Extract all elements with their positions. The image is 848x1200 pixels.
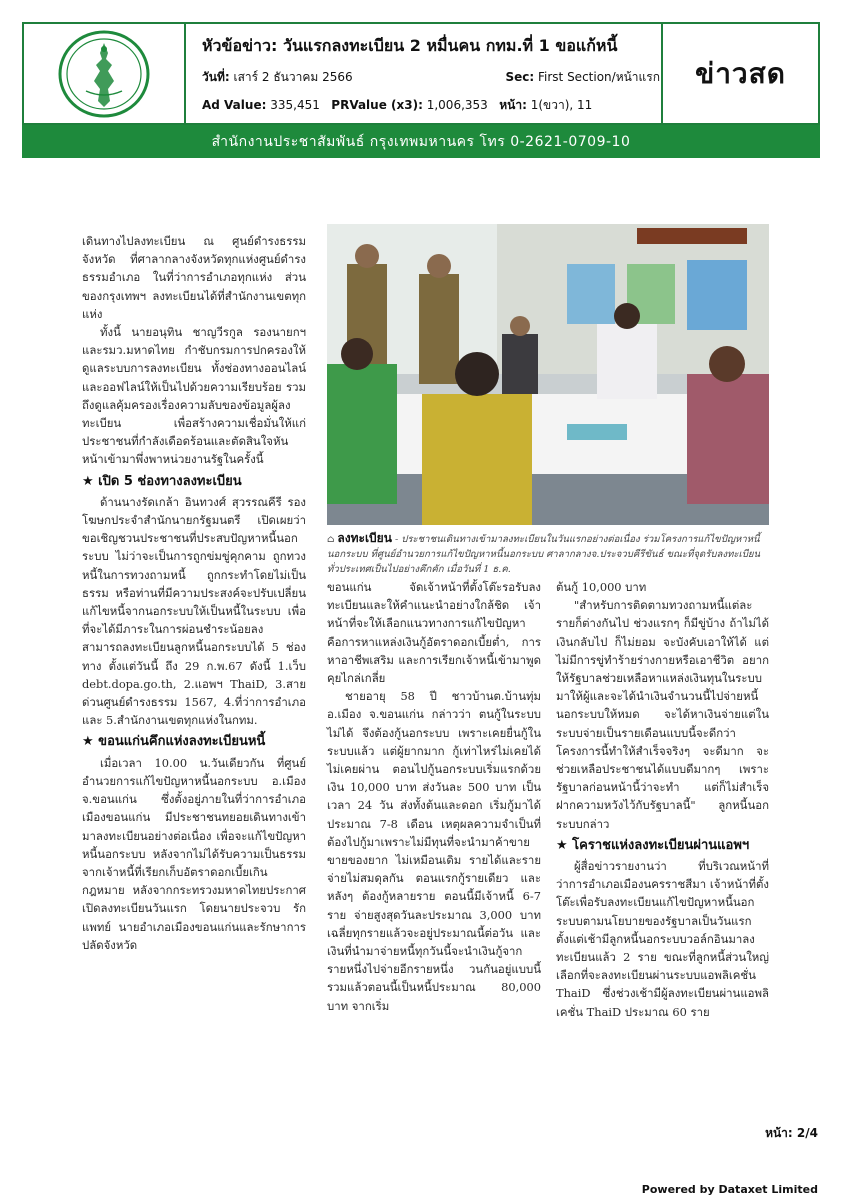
page-number-label: หน้า: — [765, 1126, 793, 1140]
pr-value: 1,006,353 — [426, 98, 488, 112]
caption-text: - ประชาชนเดินทางเข้ามาลงทะเบียนในวันแรกอย่างต่อเนื่อง ร่วมโครงการแก้ไขปัญหาหนี้นอกระบบ ที่ศูนย์อำนวยการแก้ไขปัญหาหนี้นอกระบบ ศาลากลางจ.ประจวบคีรีขันธ์ ขณะที่จุดรับลงทะเบียนทั่วประเทศเป็นไปอย่างคึกคัก เมื่อวันที่ 1 ธ.ค. — [327, 534, 761, 575]
page-label: หน้า: — [499, 98, 527, 112]
date-value: เสาร์ 2 ธันวาคม 2566 — [233, 70, 353, 84]
headline — [202, 34, 617, 59]
newspaper-name: ข่าวสด — [695, 56, 786, 90]
page-number — [765, 1124, 818, 1143]
clipping-info — [186, 24, 666, 123]
paragraph: ชายอายุ 58 ปี ชาวบ้านต.บ้านทุ่ม อ.เมือง จ.ขอนแก่น กล่าวว่า ตนกู้ในระบบไม่ได้ จึงต้องกู้นอกระบบ เพราะเคยยื่นกู้ในระบบแล้ว แต่ผู้ยากมาก กู้เท่าไหร่ไม่เคยได้ ไม่เคยผ่าน ตอนไปกู้นอกระบบเริ่มแรกด้วยเงิน 10,000 บาท ส่งวันละ 500 บาท เป็นเวลา 24 วัน ส่งทั้งต้นและดอก เริ่มกู้มาได้ประมาณ 7-8 เดือน เหตุผลความจำเป็นที่ต้องไปกู้มาเพราะไม่มีทุนที่จะนำมาค้าขาย ขายของยาก ไม่เหมือนเดิม รายได้และรายจ่ายไม่สมดุลกัน ตอนแรกกู้รายเดียว และหลังๆ ต้องกู้หลายราย ตอนนี้มีเจ้าหนี้ 6-7 ราย จ่ายสูงสุดวันละประมาณ 3,000 บาท เฉลี่ยทุกรายแล้วจะอยู่ประมาณนี้ต่อวัน และเงินที่นำมาจ่ายหนี้ทุกวันนี้จะนำเงินกู้จากรายหนึ่งไปจ่ายอีกรายหนึ่ง วนกันอยู่แบบนี้ รวมแล้วตอนนี้เป็นหนี้ประมาณ 80,000 บาท จากเริ่ม — [327, 689, 541, 1013]
ad-value-line — [202, 96, 592, 115]
paragraph: เมื่อเวลา 10.00 น.วันเดียวกัน ที่ศูนย์อำนวยการแก้ไขปัญหาหนี้นอกระบบ อ.เมือง จ.ขอนแก่น ซึ่งตั้งอยู่ภายในที่ว่าการอำเภอเมืองขอนแก่น มีประชาชนทยอยเดินทางเข้ามาลงทะเบียนอย่างต่อเนื่อง เพื่อจะแก้ไขปัญหาหนี้นอกระบบ หลังจากไม่ได้รับความเป็นธรรมจากเจ้าหนี้ที่เรียกเก็บอัตราดอกเบี้ยเกินกฎหมาย หลังจากกระทรวงมหาดไทยประกาศเปิดลงทะเบียนวันแรก โดยนายประจวบ รักแพทย์ นายอำเภอเมืองขอนแก่นและรักษาการปลัดจังหวัด — [82, 755, 306, 952]
caption-title: ลงทะเบียน — [337, 531, 392, 545]
paragraph: "สำหรับการติดตามทวงถามหนี้แต่ละรายก็ต่างกันไป ช่วงแรกๆ ก็มีขู่บ้าง ถ้าไม่ได้เงินกลับไป ก็ไม่ยอม จะบังคับเอาให้ได้ แต่ไม่มีการขู่ทำร้ายร่างกายหรือเอาชีวิต อยากให้รัฐบาลช่วยเหลือหาแหล่งเงินทุนในระบบมาให้ผู้และจะได้นำเงินจำนวนนี้ไปจ่ายหนี้นอกระบบให้หมด จะได้หาเงินจ่ายแต่ในระบบจ่ายเป็นรายเดือนแบบนี้จะดีกว่า โครงการนี้ทำให้สำเร็จจริงๆ จะดีมาก จะช่วยเหลือประชาชนได้แบบดีมากๆ เพราะรัฐบาลก่อนหน้านี้ว่าจะทำ แต่ก็ไม่สำเร็จ ฝากความหวังไว้กับรัฐบาลนี้" ลูกหนี้นอกระบบกล่าว — [556, 598, 769, 831]
clipping-header — [22, 22, 820, 125]
paragraph: ด้านนางรัดเกล้า อินทวงศ์ สุวรรณคีรี รองโฆษกประจำสำนักนายกรัฐมนตรี เปิดเผยว่าขอเชิญชวนประชาชนที่ประสบปัญหาหนี้นอกระบบ ไม่ว่าจะเป็นการถูกข่มขู่คุกคาม ถูกทวงหนี้ในการทวงถามหนี้ ถูกกระทำโดยไม่เป็นธรรม หรือท่านที่มีความประสงค์จะปรับเปลี่ยนแก้ไขหนี้จากนอกระบบให้เป็นหนี้ในระบบ เพื่อที่จะได้มีภาระในการผ่อนชำระน้อยลง สามารถลงทะเบียนลูกหนี้นอกระบบได้ 5 ช่องทาง ตั้งแต่วันนี้ ถึง 29 ก.พ.67 ดังนี้ 1.เว็บ debt.dopa.go.th, 2.แอพฯ ThaiD, 3.สายด่วนศูนย์ดำรงธรรม 1567, 4.ที่ว่าการอำเภอ และ 5.สำนักงานเขตทุกแห่งในกทม. — [82, 494, 306, 728]
news-photo — [327, 224, 769, 525]
ad-value: 335,451 — [270, 98, 320, 112]
newspaper-cell — [661, 24, 818, 123]
ad-value-label: Ad Value: — [202, 98, 267, 112]
section-line — [505, 68, 660, 87]
bangkok-seal-logo — [56, 29, 152, 119]
paragraph: ผู้สื่อข่าวรายงานว่า ที่บริเวณหน้าที่ว่าการอำเภอเมืองนครราชสีมา เจ้าหน้าที่ตั้งโต๊ะเพื่อรับลงทะเบียนแก้ไขปัญหาหนี้นอกระบบตามนโยบายของรัฐบาลเป็นวันแรก ตั้งแต่เช้ามีลูกหนี้นอกระบบวอล์กอินมาลงทะเบียนแล้ว 2 ราย ขณะที่ลูกหนี้ส่วนใหญ่เลือกที่จะลงทะเบียนผ่านระบบแอพลิเคชั่น ThaiD ซึ่งช่วงเช้ามีผู้ลงทะเบียนผ่านแอพลิเคชั่น ThaiD ประมาณ 60 ราย — [556, 859, 769, 1019]
paragraph: ขอนแก่น จัดเจ้าหน้าที่ตั้งโต๊ะรอรับลงทะเบียนและให้คำแนะนำอย่างใกล้ชิด เจ้าหน้าที่จะให้เลือกแนวทางการแก้ไขปัญหา คือการหาแหล่งเงินกู้อัตราดอกเบี้ยต่ำ, การหาอาชีพเสริม และการเรียกเจ้าหนี้เข้ามาพูดคุยไกล่เกลี่ย — [327, 580, 541, 686]
photo-caption — [327, 531, 769, 577]
page-number-value: 2/4 — [796, 1126, 818, 1140]
subheading: ★ โคราชแห่งลงทะเบียนผ่านแอพฯ — [556, 837, 750, 853]
contact-banner: สำนักงานประชาสัมพันธ์ กรุงเทพมหานคร โทร 0-2621-0709-10 — [22, 125, 820, 158]
powered-by: Powered by Dataxet Limited — [641, 1183, 818, 1196]
paragraph: ต้นกู้ 10,000 บาท — [556, 580, 647, 594]
subheading: ★ ขอนแก่นคึกแห่งลงทะเบียนหนี้ — [82, 734, 266, 750]
home-icon: ⌂ — [327, 534, 335, 545]
headline-label: หัวข้อข่าว: — [202, 36, 278, 55]
paragraph: เดินทางไปลงทะเบียน ณ ศูนย์ดำรงธรรมจังหวัด ที่ศาลากลางจังหวัดทุกแห่งศูนย์ดำรงธรรมอำเภอ ในที่ว่าการอำเภอทุกแห่ง ส่วนของกรุงเทพฯ ลงทะเบียนได้ที่สำนักงานเขตทุกแห่ง — [82, 234, 306, 321]
article-column-2 — [327, 578, 541, 1015]
date-line — [202, 68, 353, 87]
headline-text: วันแรกลงทะเบียน 2 หมื่นคน กทม.ที่ 1 ขอแก้หนี้ — [282, 36, 618, 55]
article-column-3 — [556, 578, 769, 1021]
seal-cell — [24, 24, 186, 123]
date-label: วันที่: — [202, 70, 230, 84]
photo-illustration — [327, 224, 769, 525]
subheading: ★ เปิด 5 ช่องทางลงทะเบียน — [82, 473, 242, 489]
paragraph: ทั้งนี้ นายอนุทิน ชาญวีรกูล รองนายกฯ และรมว.มหาดไทย กำชับกรมการปกครองให้ดูแลระบบการลงทะเบียน ทั้งช่องทางออนไลน์ และออฟไลน์ให้เป็นไปด้วยความเรียบร้อย รวมถึงดูแลคุ้มครองเรื่องความลับของข้อมูลผู้ลงทะเบียน เพื่อสร้างความเชื่อมั่นให้แก่ประชาชนที่กำลังเดือดร้อนและตัดสินใจหันหน้าเข้ามาพึ่งพาหน่วยงานรัฐในครั้งนี้ — [82, 325, 306, 467]
section-value: First Section/หน้าแรก — [538, 70, 660, 84]
pr-value-label: PRValue (x3): — [331, 98, 423, 112]
article-column-1 — [82, 232, 306, 954]
section-label: Sec: — [505, 70, 535, 84]
page-value: 1(ขวา), 11 — [530, 98, 593, 112]
